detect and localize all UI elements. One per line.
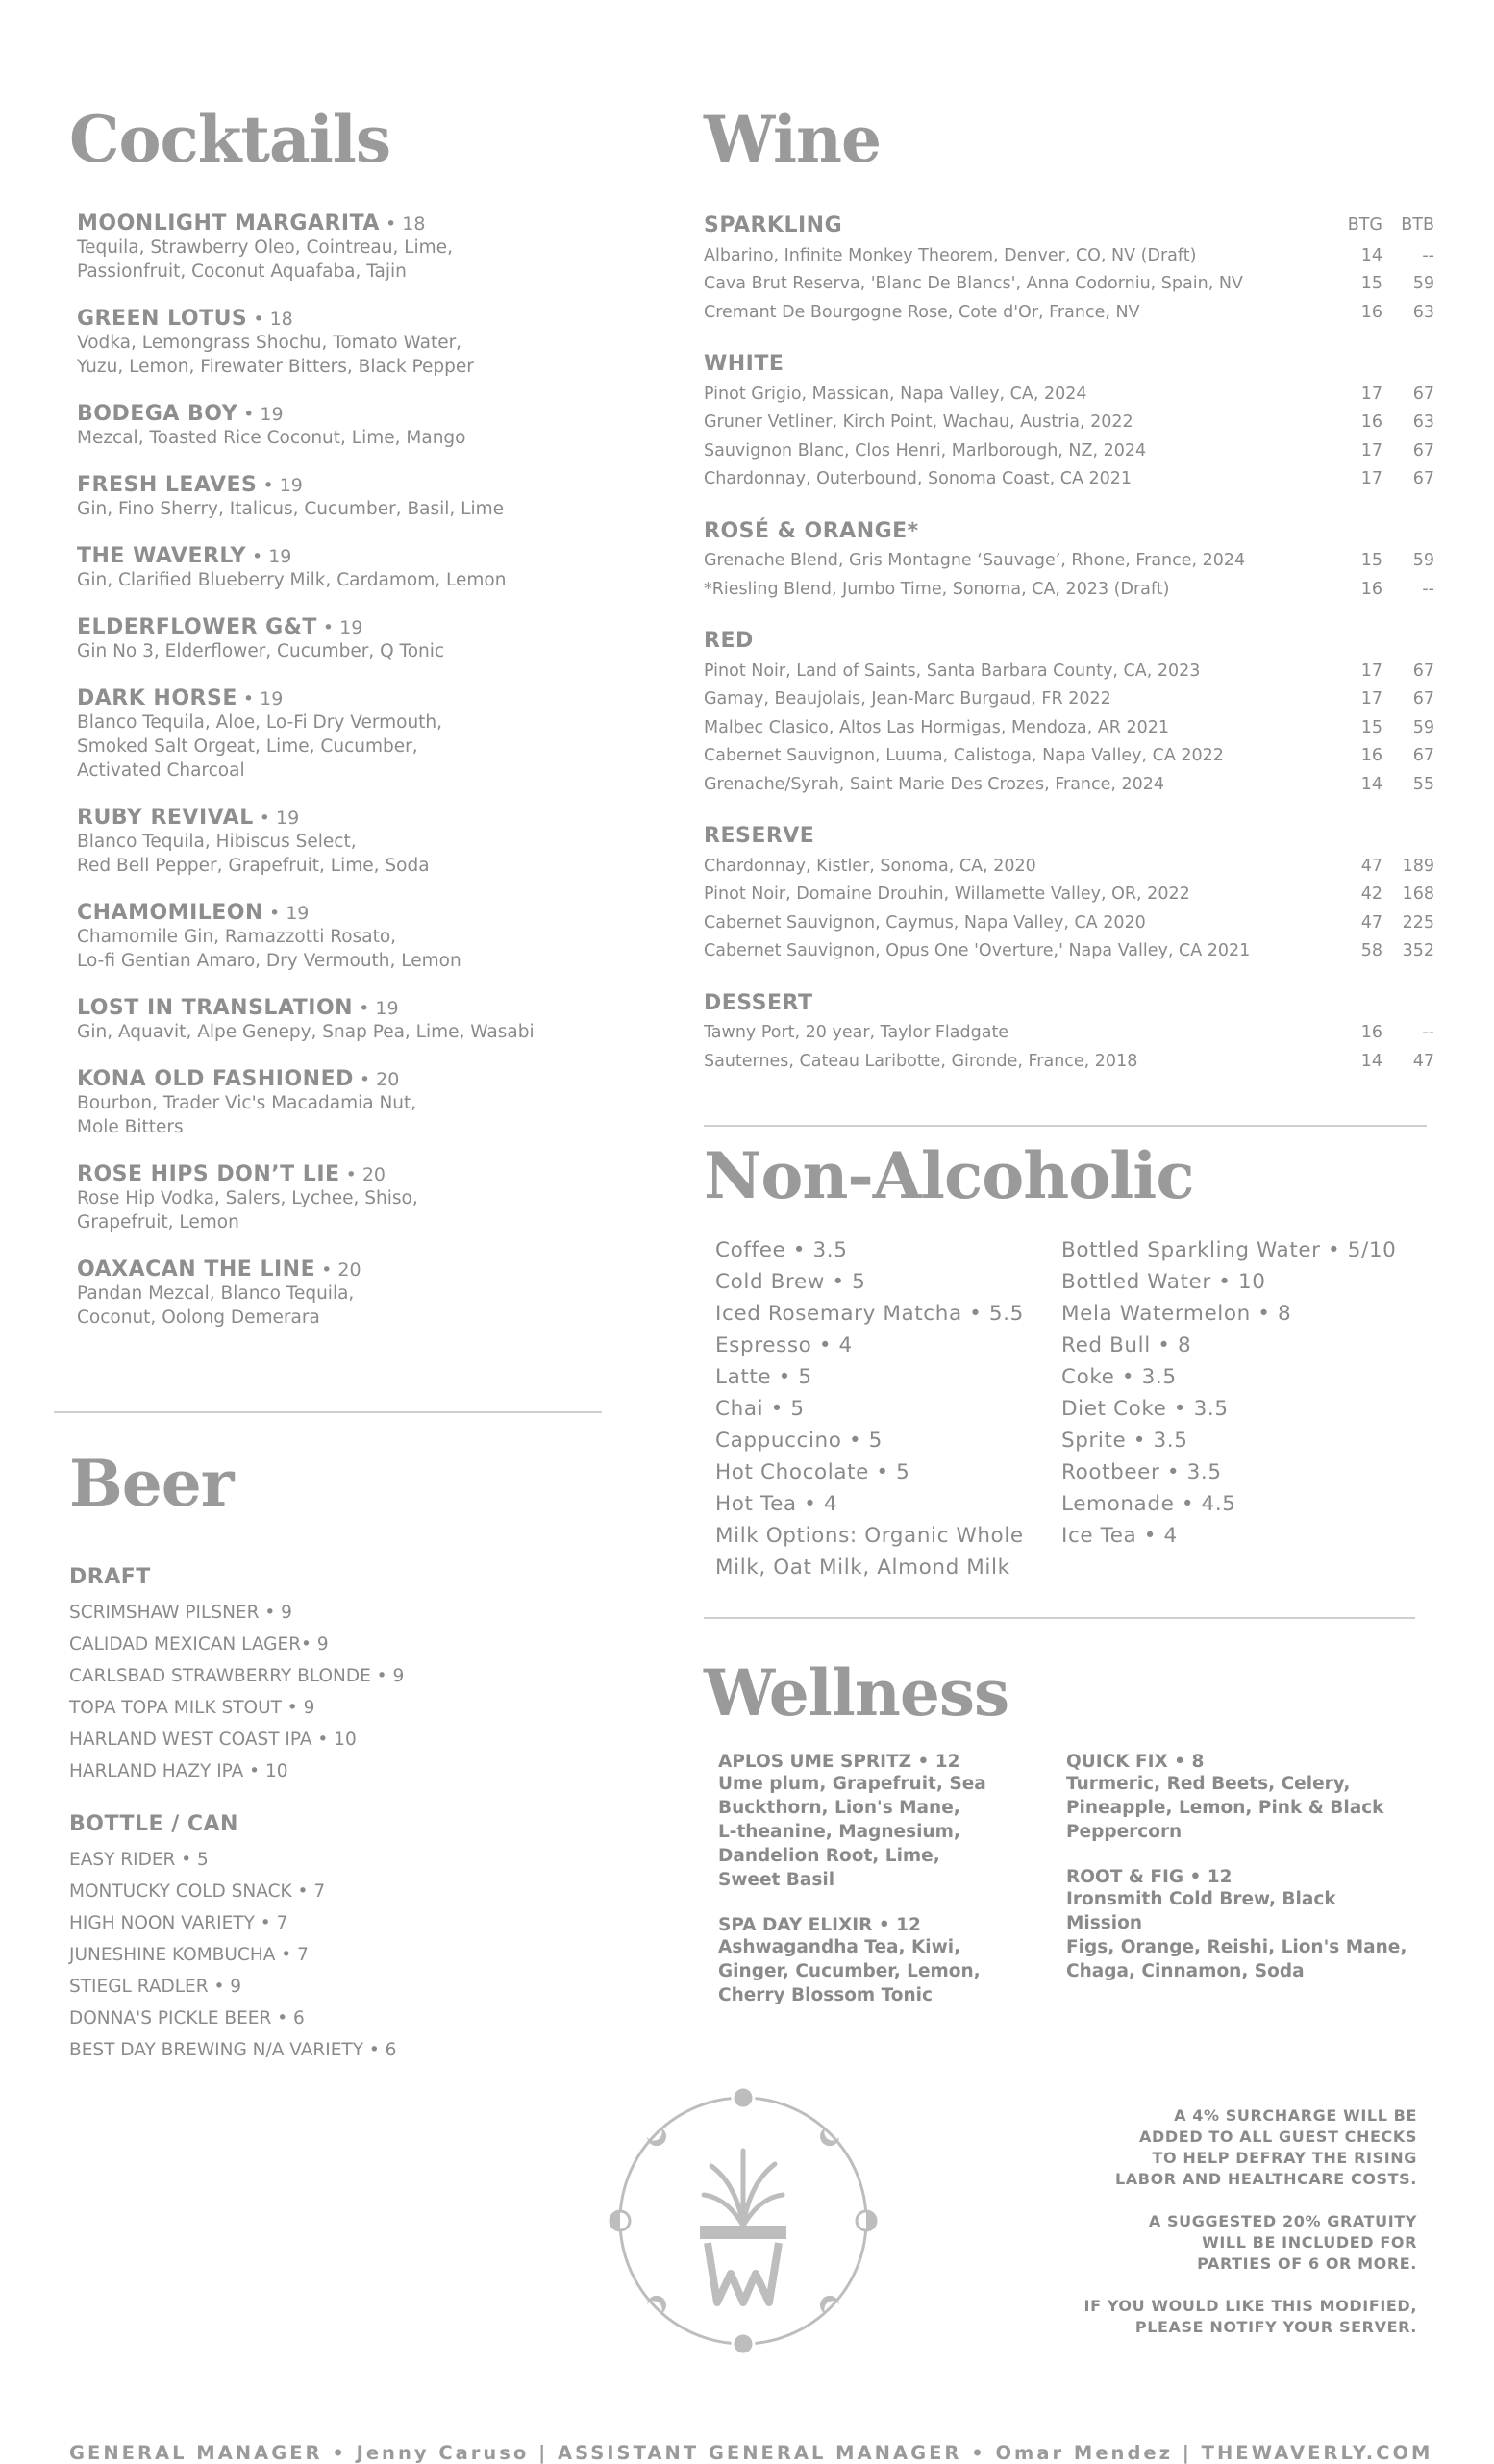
cocktail-name: ROSE HIPS DON’T LIE — [77, 1162, 340, 1186]
wine-btg-price: 16 — [1360, 1023, 1382, 1042]
wellness-description: Buckthorn, Lion's Mane, — [718, 1798, 960, 1818]
non-alcoholic-left — [715, 1234, 1061, 1583]
cocktail-item — [77, 544, 608, 592]
wine-name: Cabernet Sauvignon, Caymus, Napa Valley, CA 2020 — [704, 912, 1146, 933]
wine-row — [704, 658, 1434, 686]
wine-name: Pinot Grigio, Massican, Napa Valley, CA, 2024 — [704, 384, 1087, 404]
bottle-beer-item: MONTUCKY COLD SNACK • 7 — [69, 1881, 326, 1902]
bottle-beer-item: STIEGL RADLER • 9 — [69, 1977, 242, 1997]
wine-row — [704, 909, 1434, 938]
cocktail-name: CHAMOMILEON — [77, 901, 263, 925]
non-alcoholic-section — [704, 1138, 1434, 1583]
notice-block — [1013, 2105, 1417, 2190]
wine-btg-price: 16 — [1360, 302, 1382, 322]
cocktail-description: Coconut, Oolong Demerara — [77, 1307, 320, 1328]
wellness-description: Cherry Blossom Tonic — [718, 1985, 933, 2005]
wellness-item — [1066, 1867, 1414, 1983]
cocktail-description: Rose Hip Vodka, Salers, Lychee, Shiso, — [77, 1188, 418, 1208]
cocktail-name: DARK HORSE — [77, 686, 237, 710]
wine-btg-price: 16 — [1360, 746, 1382, 765]
draft-beer-item: SCRIMSHAW PILSNER • 9 — [69, 1603, 292, 1623]
wellness-description: Chaga, Cinnamon, Soda — [1066, 1961, 1305, 1981]
non-alcoholic-item: Bottled Water • 10 — [1061, 1270, 1266, 1294]
wine-btb-price: 67 — [1412, 440, 1434, 460]
non-alcoholic-item: Bottled Sparkling Water • 5/10 — [1061, 1238, 1397, 1262]
cocktail-description: Mole Bitters — [77, 1117, 184, 1137]
wellness-grid — [718, 1752, 1434, 2030]
wine-category-label: WHITE — [704, 352, 784, 376]
bottle-beer-item: DONNA'S PICKLE BEER • 6 — [69, 2008, 305, 2028]
cocktail-description: Gin No 3, Elderflower, Cucumber, Q Tonic — [77, 641, 445, 661]
non-alcoholic-item: Iced Rosemary Matcha • 5.5 — [715, 1302, 1024, 1326]
cocktail-name: THE WAVERLY — [77, 544, 246, 568]
cocktail-header — [77, 615, 608, 639]
wine-name: Pinot Noir, Land of Saints, Santa Barbara County, CA, 2023 — [704, 660, 1201, 681]
wine-group — [704, 822, 1434, 966]
wine-name: Grenache Blend, Gris Montagne ‘Sauvage’, Rhone, France, 2024 — [704, 551, 1246, 570]
wine-row — [704, 937, 1434, 966]
cocktail-header — [77, 686, 608, 710]
non-alcoholic-title: Non-Alcoholic — [704, 1138, 1194, 1213]
cocktail-price: • 18 — [247, 309, 293, 330]
wine-category-label: RESERVE — [704, 824, 815, 848]
cocktail-item — [77, 615, 608, 663]
draft-heading: DRAFT — [69, 1565, 151, 1589]
cocktail-item — [77, 1162, 608, 1234]
wine-name: Cremant De Bourgogne Rose, Cote d'Or, France, NV — [704, 302, 1140, 322]
wine-row — [704, 771, 1434, 800]
wellness-section — [704, 1655, 1434, 2030]
wine-row — [704, 242, 1434, 271]
cocktails-title: Cocktails — [69, 102, 391, 177]
non-alcoholic-right — [1061, 1234, 1407, 1583]
notice-line: A 4% SURCHARGE WILL BE — [1174, 2106, 1417, 2125]
wellness-title: Wellness — [704, 1655, 1009, 1730]
draft-list — [69, 1597, 608, 1787]
wine-name: Cabernet Sauvignon, Opus One 'Overture,' Napa Valley, CA 2021 — [704, 941, 1251, 960]
cocktail-header — [77, 307, 608, 331]
wellness-item — [1066, 1752, 1414, 1844]
wine-btb-price: -- — [1422, 579, 1434, 599]
cocktail-name: FRESH LEAVES — [77, 473, 258, 497]
cocktail-item — [77, 1257, 608, 1330]
cocktail-item — [77, 996, 608, 1044]
cocktail-header — [77, 1067, 608, 1091]
bottle-beer-item: BEST DAY BREWING N/A VARIETY • 6 — [69, 2040, 397, 2060]
cocktail-header — [77, 473, 608, 497]
wine-btb-price: 67 — [1412, 746, 1434, 765]
cocktail-header — [77, 996, 608, 1020]
cocktail-description: Vodka, Lemongrass Shochu, Tomato Water, — [77, 333, 462, 353]
wine-btg-price: 47 — [1360, 912, 1382, 933]
btg-column-label: BTG — [1347, 215, 1382, 235]
wine-row — [704, 1019, 1434, 1048]
wellness-description: Ume plum, Grapefruit, Sea — [718, 1774, 986, 1794]
cocktail-description: Gin, Fino Sherry, Italicus, Cucumber, Basil, Lime — [77, 499, 504, 519]
wine-group — [704, 989, 1434, 1077]
non-alcoholic-item: Rootbeer • 3.5 — [1061, 1460, 1222, 1484]
wellness-description: Sweet Basil — [718, 1870, 835, 1890]
cocktail-item — [77, 686, 608, 783]
non-alcoholic-item: Ice Tea • 4 — [1061, 1524, 1178, 1548]
bottle-beer-item: EASY RIDER • 5 — [69, 1850, 209, 1870]
cocktail-item — [77, 212, 608, 284]
wine-category-label: ROSÉ & ORANGE* — [704, 518, 919, 543]
wine-category-header — [704, 822, 1434, 851]
wine-btg-price: 14 — [1360, 245, 1382, 265]
cocktail-description: Mezcal, Toasted Rice Coconut, Lime, Mango — [77, 428, 466, 448]
cocktail-item — [77, 473, 608, 521]
cocktail-description: Lo-fi Gentian Amaro, Dry Vermouth, Lemon — [77, 951, 461, 971]
wine-btg-price: 15 — [1360, 717, 1382, 737]
cocktail-description: Tequila, Strawberry Oleo, Cointreau, Lime, — [77, 237, 453, 258]
non-alcoholic-item: Sprite • 3.5 — [1061, 1429, 1188, 1453]
cocktail-price: • 19 — [237, 688, 284, 709]
wine-group — [704, 517, 1434, 605]
non-alcoholic-item: Milk, Oat Milk, Almond Milk — [715, 1556, 1010, 1580]
cocktail-name: RUBY REVIVAL — [77, 806, 254, 830]
cocktail-description: Bourbon, Trader Vic's Macadamia Nut, — [77, 1093, 417, 1113]
wine-title: Wine — [704, 102, 882, 177]
wine-btb-price: 168 — [1402, 884, 1434, 904]
cocktail-description: Passionfruit, Coconut Aquafaba, Tajin — [77, 261, 407, 282]
cocktail-name: GREEN LOTUS — [77, 307, 248, 331]
non-alcoholic-item: Mela Watermelon • 8 — [1061, 1302, 1292, 1326]
non-alcoholic-item: Cappuccino • 5 — [715, 1429, 883, 1453]
wine-name: Grenache/Syrah, Saint Marie Des Crozes, France, 2024 — [704, 774, 1165, 794]
waverly-logo-icon — [604, 2081, 883, 2360]
bottle-list — [69, 1844, 608, 2066]
cocktail-header — [77, 806, 608, 830]
cocktail-description: Smoked Salt Orgeat, Lime, Cucumber, — [77, 736, 418, 757]
wine-btb-price: -- — [1422, 245, 1434, 265]
bottle-heading: BOTTLE / CAN — [69, 1812, 238, 1836]
notice-block — [1013, 2296, 1417, 2338]
wine-group — [704, 212, 1434, 327]
wine-name: Cava Brut Reserva, 'Blanc De Blancs', Anna Codorniu, Spain, NV — [704, 274, 1243, 293]
wine-btb-price: 47 — [1412, 1051, 1434, 1071]
non-alcoholic-divider — [704, 1125, 1427, 1127]
wine-btg-price: 16 — [1360, 412, 1382, 432]
wine-name: Chardonnay, Kistler, Sonoma, CA, 2020 — [704, 856, 1036, 876]
cocktail-price: • 20 — [315, 1259, 361, 1281]
wellness-name: SPA DAY ELIXIR • 12 — [718, 1915, 921, 1935]
wine-btb-price: 59 — [1412, 717, 1434, 737]
non-alcoholic-item: Hot Tea • 4 — [715, 1492, 838, 1516]
draft-beer-item: CALIDAD MEXICAN LAGER• 9 — [69, 1634, 329, 1655]
wine-btb-price: 63 — [1412, 302, 1434, 322]
wine-row — [704, 714, 1434, 743]
wine-btb-price: 189 — [1402, 856, 1434, 876]
right-column — [704, 102, 1434, 1099]
wine-name: Sauvignon Blanc, Clos Henri, Marlborough, NZ, 2024 — [704, 440, 1147, 460]
wine-btb-price: 55 — [1412, 774, 1434, 794]
cocktail-name: KONA OLD FASHIONED — [77, 1067, 354, 1091]
non-alcoholic-item: Hot Chocolate • 5 — [715, 1460, 910, 1484]
wine-name: Albarino, Infinite Monkey Theorem, Denver, CO, NV (Draft) — [704, 245, 1197, 265]
beer-section — [69, 1446, 608, 2066]
cocktail-description: Red Bell Pepper, Grapefruit, Lime, Soda — [77, 856, 430, 876]
wine-btg-price: 58 — [1360, 941, 1382, 960]
wine-row — [704, 742, 1434, 771]
draft-beer-item: TOPA TOPA MILK STOUT • 9 — [69, 1698, 315, 1718]
cocktail-price: • 19 — [262, 903, 310, 924]
wine-name: Tawny Port, 20 year, Taylor Fladgate — [704, 1023, 1009, 1042]
non-alcoholic-item: Coffee • 3.5 — [715, 1238, 848, 1262]
wine-group — [704, 350, 1434, 494]
wine-name: Cabernet Sauvignon, Luuma, Calistoga, Napa Valley, CA 2022 — [704, 746, 1224, 765]
btb-column-label: BTB — [1401, 215, 1434, 235]
wellness-description: L-theanine, Magnesium, — [718, 1822, 960, 1842]
wine-btg-price: 47 — [1360, 856, 1382, 876]
wine-row — [704, 437, 1434, 466]
wine-category-header — [704, 212, 1434, 240]
wine-btb-price: -- — [1422, 1023, 1434, 1042]
notice-line: PLEASE NOTIFY YOUR SERVER. — [1134, 2318, 1417, 2336]
wine-row — [704, 1048, 1434, 1077]
wine-btg-price: 17 — [1360, 660, 1382, 681]
wine-btg-price: 17 — [1360, 384, 1382, 404]
non-alcoholic-grid — [715, 1234, 1434, 1583]
non-alcoholic-item: Coke • 3.5 — [1061, 1365, 1177, 1389]
cocktail-item — [77, 901, 608, 973]
notice-line: TO HELP DEFRAY THE RISING — [1152, 2149, 1417, 2167]
cocktail-item — [77, 307, 608, 379]
non-alcoholic-item: Latte • 5 — [715, 1365, 812, 1389]
wellness-item — [718, 1752, 1066, 1892]
wine-category-label: SPARKLING — [704, 213, 843, 237]
left-column — [69, 102, 608, 1353]
wine-name: *Riesling Blend, Jumbo Time, Sonoma, CA, 2023 (Draft) — [704, 579, 1170, 599]
wine-name: Gruner Vetliner, Kirch Point, Wachau, Austria, 2022 — [704, 412, 1133, 432]
notice-line: LABOR AND HEALTHCARE COSTS. — [1115, 2170, 1417, 2188]
cocktail-description: Blanco Tequila, Hibiscus Select, — [77, 832, 357, 852]
notice-line: IF YOU WOULD LIKE THIS MODIFIED, — [1083, 2297, 1417, 2315]
draft-beer-item: CARLSBAD STRAWBERRY BLONDE • 9 — [69, 1666, 405, 1686]
wine-btg-price: 14 — [1360, 1051, 1382, 1071]
draft-beer-item: HARLAND HAZY IPA • 10 — [69, 1761, 288, 1781]
cocktail-price: • 19 — [245, 546, 292, 567]
wine-btb-price: 225 — [1402, 912, 1434, 933]
cocktail-description: Yuzu, Lemon, Firewater Bitters, Black Pepper — [77, 357, 474, 377]
non-alcoholic-item: Milk Options: Organic Whole — [715, 1524, 1024, 1548]
wine-btb-price: 67 — [1412, 384, 1434, 404]
cocktail-item — [77, 402, 608, 450]
wine-category-header — [704, 350, 1434, 379]
cocktail-price: • 20 — [353, 1069, 400, 1090]
wellness-name: APLOS UME SPRITZ • 12 — [718, 1752, 960, 1772]
cocktail-price: • 20 — [339, 1164, 386, 1185]
wine-btb-price: 352 — [1402, 941, 1434, 960]
wellness-divider — [704, 1617, 1415, 1619]
wine-name: Chardonnay, Outerbound, Sonoma Coast, CA 2021 — [704, 469, 1133, 488]
wellness-right — [1066, 1752, 1414, 2030]
notice-line: WILL BE INCLUDED FOR — [1202, 2233, 1417, 2252]
wine-btg-price: 17 — [1360, 689, 1382, 709]
cocktail-name: BODEGA BOY — [77, 402, 238, 426]
wine-btg-price: 15 — [1360, 274, 1382, 293]
wine-btb-price: 67 — [1412, 660, 1434, 681]
wine-btg-price: 42 — [1360, 884, 1382, 904]
notices — [1013, 2105, 1417, 2359]
notice-block — [1013, 2211, 1417, 2275]
cocktail-description: Grapefruit, Lemon — [77, 1212, 239, 1232]
wine-name: Sauternes, Cateau Laribotte, Gironde, France, 2018 — [704, 1051, 1138, 1071]
wine-btg-price: 16 — [1360, 579, 1382, 599]
cocktail-header — [77, 402, 608, 426]
bottle-beer-item: JUNESHINE KOMBUCHA • 7 — [69, 1945, 309, 1965]
wine-category-label: RED — [704, 629, 754, 653]
non-alcoholic-item: Cold Brew • 5 — [715, 1270, 866, 1294]
cocktail-price: • 19 — [237, 404, 284, 425]
non-alcoholic-item: Espresso • 4 — [715, 1333, 853, 1357]
wine-btg-price: 17 — [1360, 440, 1382, 460]
cocktail-description: Blanco Tequila, Aloe, Lo-Fi Dry Vermouth, — [77, 712, 443, 733]
wellness-description: Pineapple, Lemon, Pink & Black — [1066, 1798, 1384, 1818]
cocktail-name: MOONLIGHT MARGARITA — [77, 212, 380, 236]
notice-line: ADDED TO ALL GUEST CHECKS — [1139, 2128, 1417, 2146]
wine-category-header — [704, 517, 1434, 546]
non-alcoholic-item: Lemonade • 4.5 — [1061, 1492, 1236, 1516]
non-alcoholic-item: Red Bull • 8 — [1061, 1333, 1192, 1357]
wine-category-label: DESSERT — [704, 990, 813, 1015]
bottle-beer-item: HIGH NOON VARIETY • 7 — [69, 1913, 288, 1933]
cocktail-description: Gin, Aquavit, Alpe Genepy, Snap Pea, Lime, Wasabi — [77, 1022, 535, 1042]
wine-row — [704, 853, 1434, 882]
wine-row — [704, 465, 1434, 494]
wine-row — [704, 576, 1434, 605]
notice-line: PARTIES OF 6 OR MORE. — [1197, 2254, 1417, 2273]
cocktail-item — [77, 1067, 608, 1139]
cocktail-name: LOST IN TRANSLATION — [77, 996, 354, 1020]
wine-group — [704, 627, 1434, 799]
cocktail-description: Gin, Clarified Blueberry Milk, Cardamom, Lemon — [77, 570, 507, 590]
cocktail-header — [77, 544, 608, 568]
wine-btg-price: 15 — [1360, 551, 1382, 570]
cocktail-description: Activated Charcoal — [77, 760, 245, 781]
wine-btb-price: 59 — [1412, 274, 1434, 293]
wellness-description: Ginger, Cucumber, Lemon, — [718, 1961, 981, 1981]
wine-row — [704, 299, 1434, 328]
cocktail-price: • 19 — [316, 617, 363, 638]
wellness-description: Figs, Orange, Reishi, Lion's Mane, — [1066, 1937, 1407, 1957]
wine-name: Pinot Noir, Domaine Drouhin, Willamette Valley, OR, 2022 — [704, 884, 1190, 904]
cocktail-name: OAXACAN THE LINE — [77, 1257, 316, 1282]
wine-btg-price: 17 — [1360, 469, 1382, 488]
wine-row — [704, 547, 1434, 576]
cocktail-price: • 19 — [257, 475, 303, 496]
wine-category-header — [704, 627, 1434, 656]
cocktail-name: ELDERFLOWER G&T — [77, 615, 317, 639]
wine-btb-price: 67 — [1412, 469, 1434, 488]
wellness-description: Peppercorn — [1066, 1822, 1183, 1842]
wine-list — [704, 212, 1434, 1076]
cocktail-header — [77, 1257, 608, 1282]
cocktail-header — [77, 1162, 608, 1186]
cocktail-price: • 19 — [253, 808, 300, 829]
notice-line: A SUGGESTED 20% GRATUITY — [1148, 2212, 1417, 2230]
cocktail-header — [77, 901, 608, 925]
draft-beer-item: HARLAND WEST COAST IPA • 10 — [69, 1730, 357, 1750]
wine-row — [704, 409, 1434, 437]
wine-name: Malbec Clasico, Altos Las Hormigas, Mendoza, AR 2021 — [704, 717, 1169, 737]
cocktail-item — [77, 806, 608, 878]
wine-btg-price: 14 — [1360, 774, 1382, 794]
cocktail-header — [77, 212, 608, 236]
wine-row — [704, 881, 1434, 909]
cocktail-price: • 19 — [353, 998, 399, 1019]
wellness-description: Turmeric, Red Beets, Celery, — [1066, 1774, 1351, 1794]
non-alcoholic-item: Chai • 5 — [715, 1397, 805, 1421]
beer-divider — [54, 1411, 602, 1413]
wellness-description: Ashwagandha Tea, Kiwi, — [718, 1937, 961, 1957]
wellness-name: QUICK FIX • 8 — [1066, 1752, 1205, 1772]
wellness-name: ROOT & FIG • 12 — [1066, 1867, 1233, 1887]
wellness-item — [718, 1915, 1066, 2007]
wellness-description: Dandelion Root, Lime, — [718, 1846, 940, 1866]
wine-btb-price: 67 — [1412, 689, 1434, 709]
footer-credits: GENERAL MANAGER • Jenny Caruso | ASSISTANT GENERAL MANAGER • Omar Mendez | THEWAVERLY.COM — [69, 2442, 1433, 2464]
wine-category-header — [704, 989, 1434, 1018]
wine-btb-price: 59 — [1412, 551, 1434, 570]
wine-row — [704, 381, 1434, 410]
cocktail-price: • 18 — [379, 213, 426, 235]
wellness-description: Ironsmith Cold Brew, Black Mission — [1066, 1889, 1336, 1933]
wine-row — [704, 270, 1434, 299]
cocktail-description: Chamomile Gin, Ramazzotti Rosato, — [77, 927, 397, 947]
wine-btb-price: 63 — [1412, 412, 1434, 432]
cocktail-list — [69, 212, 608, 1330]
wine-row — [704, 685, 1434, 714]
cocktail-description: Pandan Mezcal, Blanco Tequila, — [77, 1283, 355, 1304]
wine-name: Gamay, Beaujolais, Jean-Marc Burgaud, FR 2022 — [704, 689, 1111, 709]
beer-title: Beer — [69, 1446, 234, 1521]
wellness-left — [718, 1752, 1066, 2030]
non-alcoholic-item: Diet Coke • 3.5 — [1061, 1397, 1229, 1421]
